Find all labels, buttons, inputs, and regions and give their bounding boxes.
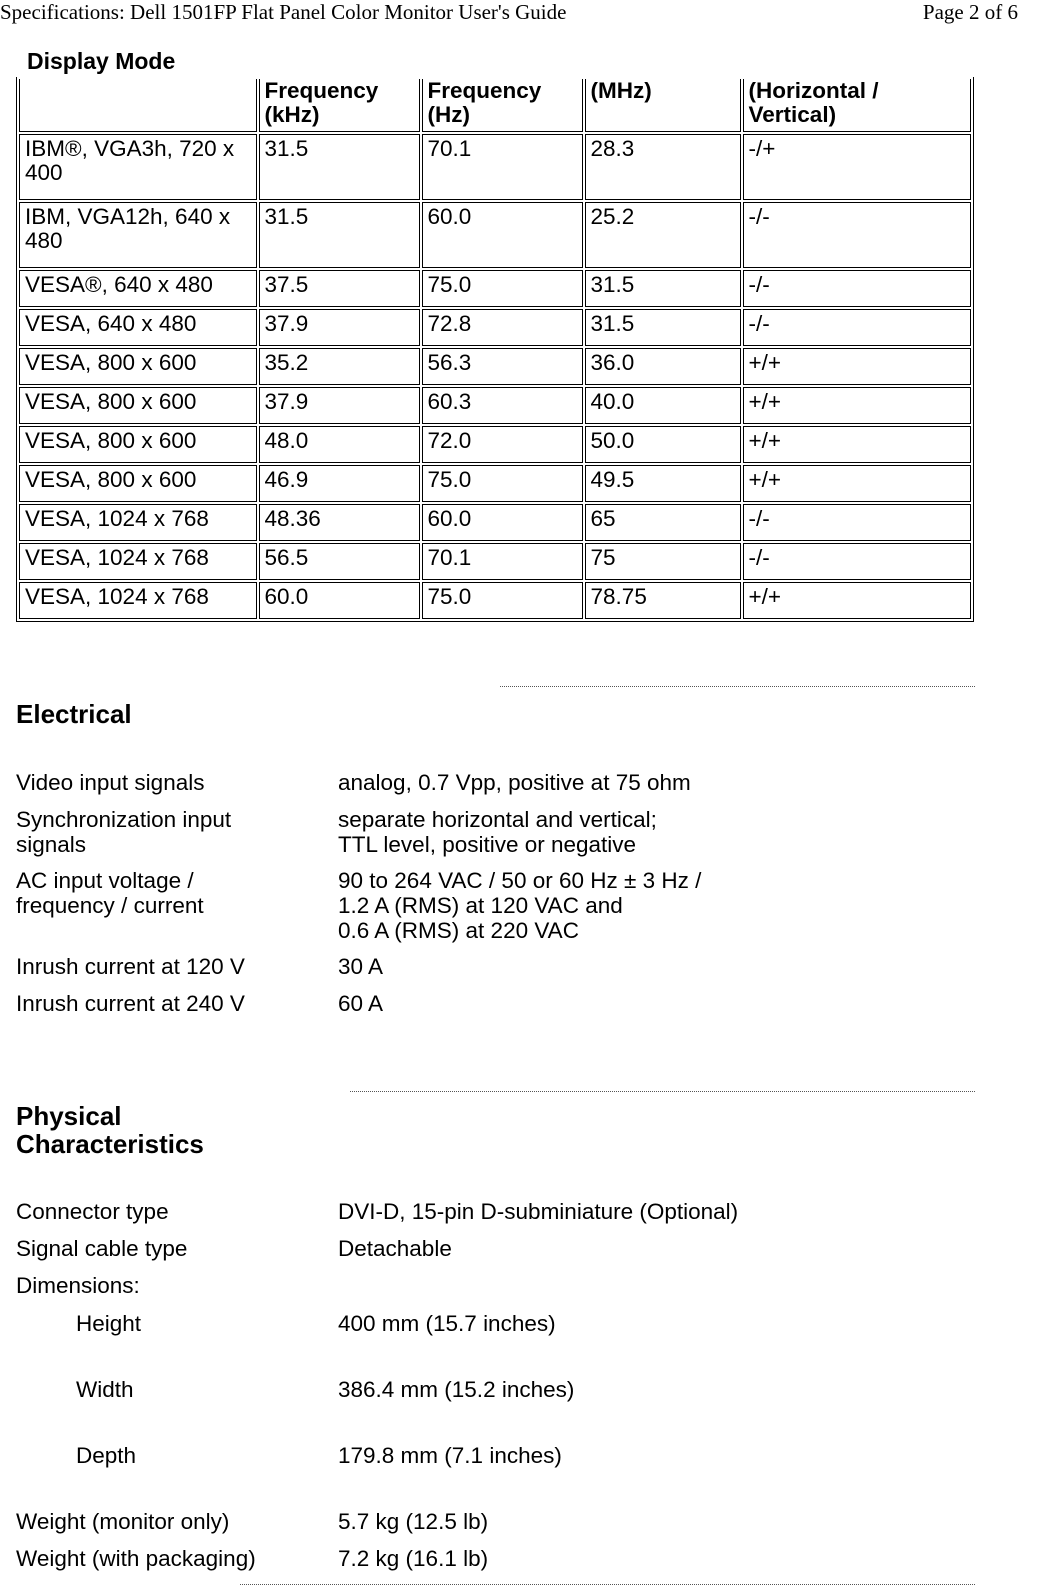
vfreq-cell: 56.3 xyxy=(422,348,583,385)
sync-polarity-cell: +/+ xyxy=(743,465,971,502)
sync-polarity-cell: -/- xyxy=(743,270,971,307)
vfreq-cell: 60.0 xyxy=(422,202,583,268)
mode-cell: VESA, 1024 x 768 xyxy=(19,543,257,580)
sync-polarity-cell: +/+ xyxy=(743,582,971,619)
table-header-row xyxy=(19,79,971,132)
table-row xyxy=(19,504,971,541)
vfreq-cell: 75.0 xyxy=(422,582,583,619)
sync-polarity-cell: +/+ xyxy=(743,348,971,385)
mode-cell: VESA, 1024 x 768 xyxy=(19,504,257,541)
table-row xyxy=(19,202,971,268)
vfreq-cell: 60.3 xyxy=(422,387,583,424)
spec-label: Inrush current at 240 V xyxy=(16,991,245,1016)
mode-cell: VESA, 800 x 600 xyxy=(19,348,257,385)
spec-label: Height xyxy=(76,1311,142,1336)
table-row xyxy=(19,348,971,385)
mode-cell: IBM®, VGA3h, 720 x 400 xyxy=(19,134,257,200)
sync-polarity-cell: +/+ xyxy=(743,426,971,463)
spec-value: 90 to 264 VAC / 50 or 60 Hz ± 3 Hz / 1.2 A (RMS) at 120 VAC and 0.6 A (RMS) at 220 VAC xyxy=(338,868,702,943)
hfreq-cell: 37.9 xyxy=(259,309,420,346)
vfreq-cell: 70.1 xyxy=(422,543,583,580)
column-header: (Horizontal / Vertical) xyxy=(743,79,971,132)
mode-cell: VESA, 1024 x 768 xyxy=(19,582,257,619)
hfreq-cell: 48.36 xyxy=(259,504,420,541)
mode-cell: VESA, 800 x 600 xyxy=(19,387,257,424)
spec-label: Depth xyxy=(76,1443,137,1468)
vfreq-cell: 75.0 xyxy=(422,465,583,502)
section-divider xyxy=(240,1584,975,1585)
table-row xyxy=(19,270,971,307)
pixel-clock-cell: 31.5 xyxy=(585,270,741,307)
hfreq-cell: 56.5 xyxy=(259,543,420,580)
spec-label: Width xyxy=(76,1377,134,1402)
column-header: Frequency (Hz) xyxy=(422,79,583,132)
sync-polarity-cell: -/+ xyxy=(743,134,971,200)
vfreq-cell: 75.0 xyxy=(422,270,583,307)
pixel-clock-cell: 49.5 xyxy=(585,465,741,502)
mode-cell: VESA®, 640 x 480 xyxy=(19,270,257,307)
display-modes-table xyxy=(16,77,974,622)
spec-value: 5.7 kg (12.5 lb) xyxy=(338,1509,489,1534)
vfreq-cell: 60.0 xyxy=(422,504,583,541)
pixel-clock-cell: 78.75 xyxy=(585,582,741,619)
document-title: Specifications: Dell 1501FP Flat Panel Color Monitor User's Guide xyxy=(0,0,567,24)
spec-label: Video input signals xyxy=(16,770,205,795)
pixel-clock-cell: 25.2 xyxy=(585,202,741,268)
spec-label: Dimensions: xyxy=(16,1273,140,1298)
table-row xyxy=(19,543,971,580)
column-header: Frequency (kHz) xyxy=(259,79,420,132)
pixel-clock-cell: 50.0 xyxy=(585,426,741,463)
hfreq-cell: 31.5 xyxy=(259,202,420,268)
spec-label: Weight (monitor only) xyxy=(16,1509,230,1534)
table-row xyxy=(19,309,971,346)
page-header xyxy=(0,0,1018,28)
spec-value: 30 A xyxy=(338,954,384,979)
sync-polarity-cell: -/- xyxy=(743,543,971,580)
table-row xyxy=(19,426,971,463)
hfreq-cell: 37.9 xyxy=(259,387,420,424)
spec-value: DVI-D, 15-pin D-subminiature (Optional) xyxy=(338,1199,739,1224)
sync-polarity-cell: +/+ xyxy=(743,387,971,424)
table-row xyxy=(19,387,971,424)
table-row xyxy=(19,134,971,200)
table-row xyxy=(19,465,971,502)
spec-value: Detachable xyxy=(338,1236,452,1261)
hfreq-cell: 60.0 xyxy=(259,582,420,619)
section-divider xyxy=(350,1091,975,1092)
vfreq-cell: 72.0 xyxy=(422,426,583,463)
spec-value: 60 A xyxy=(338,991,384,1016)
spec-value: 7.2 kg (16.1 lb) xyxy=(338,1546,489,1571)
pixel-clock-cell: 36.0 xyxy=(585,348,741,385)
spec-label: Signal cable type xyxy=(16,1236,188,1261)
spec-label: Synchronization input signals xyxy=(16,807,232,857)
hfreq-cell: 46.9 xyxy=(259,465,420,502)
spec-value: 386.4 mm (15.2 inches) xyxy=(338,1377,575,1402)
pixel-clock-cell: 75 xyxy=(585,543,741,580)
pixel-clock-cell: 40.0 xyxy=(585,387,741,424)
page-number: Page 2 of 6 xyxy=(922,0,1018,24)
physical-section-title: Physical Characteristics xyxy=(16,1101,204,1159)
hfreq-cell: 37.5 xyxy=(259,270,420,307)
spec-value: separate horizontal and vertical; TTL level, positive or negative xyxy=(338,807,657,857)
spec-label: Inrush current at 120 V xyxy=(16,954,245,979)
mode-cell: VESA, 800 x 600 xyxy=(19,465,257,502)
hfreq-cell: 31.5 xyxy=(259,134,420,200)
spec-value: 400 mm (15.7 inches) xyxy=(338,1311,556,1336)
mode-cell: VESA, 800 x 600 xyxy=(19,426,257,463)
mode-cell: IBM, VGA12h, 640 x 480 xyxy=(19,202,257,268)
pixel-clock-cell: 65 xyxy=(585,504,741,541)
hfreq-cell: 35.2 xyxy=(259,348,420,385)
table-row xyxy=(19,582,971,619)
vfreq-cell: 72.8 xyxy=(422,309,583,346)
spec-label: Connector type xyxy=(16,1199,169,1224)
vfreq-cell: 70.1 xyxy=(422,134,583,200)
column-header: (MHz) xyxy=(585,79,741,132)
mode-cell: VESA, 640 x 480 xyxy=(19,309,257,346)
display-mode-label: Display Mode xyxy=(27,48,176,74)
pixel-clock-cell: 31.5 xyxy=(585,309,741,346)
section-divider xyxy=(500,686,975,687)
spec-label: Weight (with packaging) xyxy=(16,1546,256,1571)
spec-value: 179.8 mm (7.1 inches) xyxy=(338,1443,562,1468)
column-header xyxy=(19,79,257,132)
spec-value: analog, 0.7 Vpp, positive at 75 ohm xyxy=(338,770,691,795)
hfreq-cell: 48.0 xyxy=(259,426,420,463)
sync-polarity-cell: -/- xyxy=(743,202,971,268)
electrical-section-title: Electrical xyxy=(16,699,132,729)
pixel-clock-cell: 28.3 xyxy=(585,134,741,200)
sync-polarity-cell: -/- xyxy=(743,309,971,346)
spec-label: AC input voltage / frequency / current xyxy=(16,868,204,918)
sync-polarity-cell: -/- xyxy=(743,504,971,541)
